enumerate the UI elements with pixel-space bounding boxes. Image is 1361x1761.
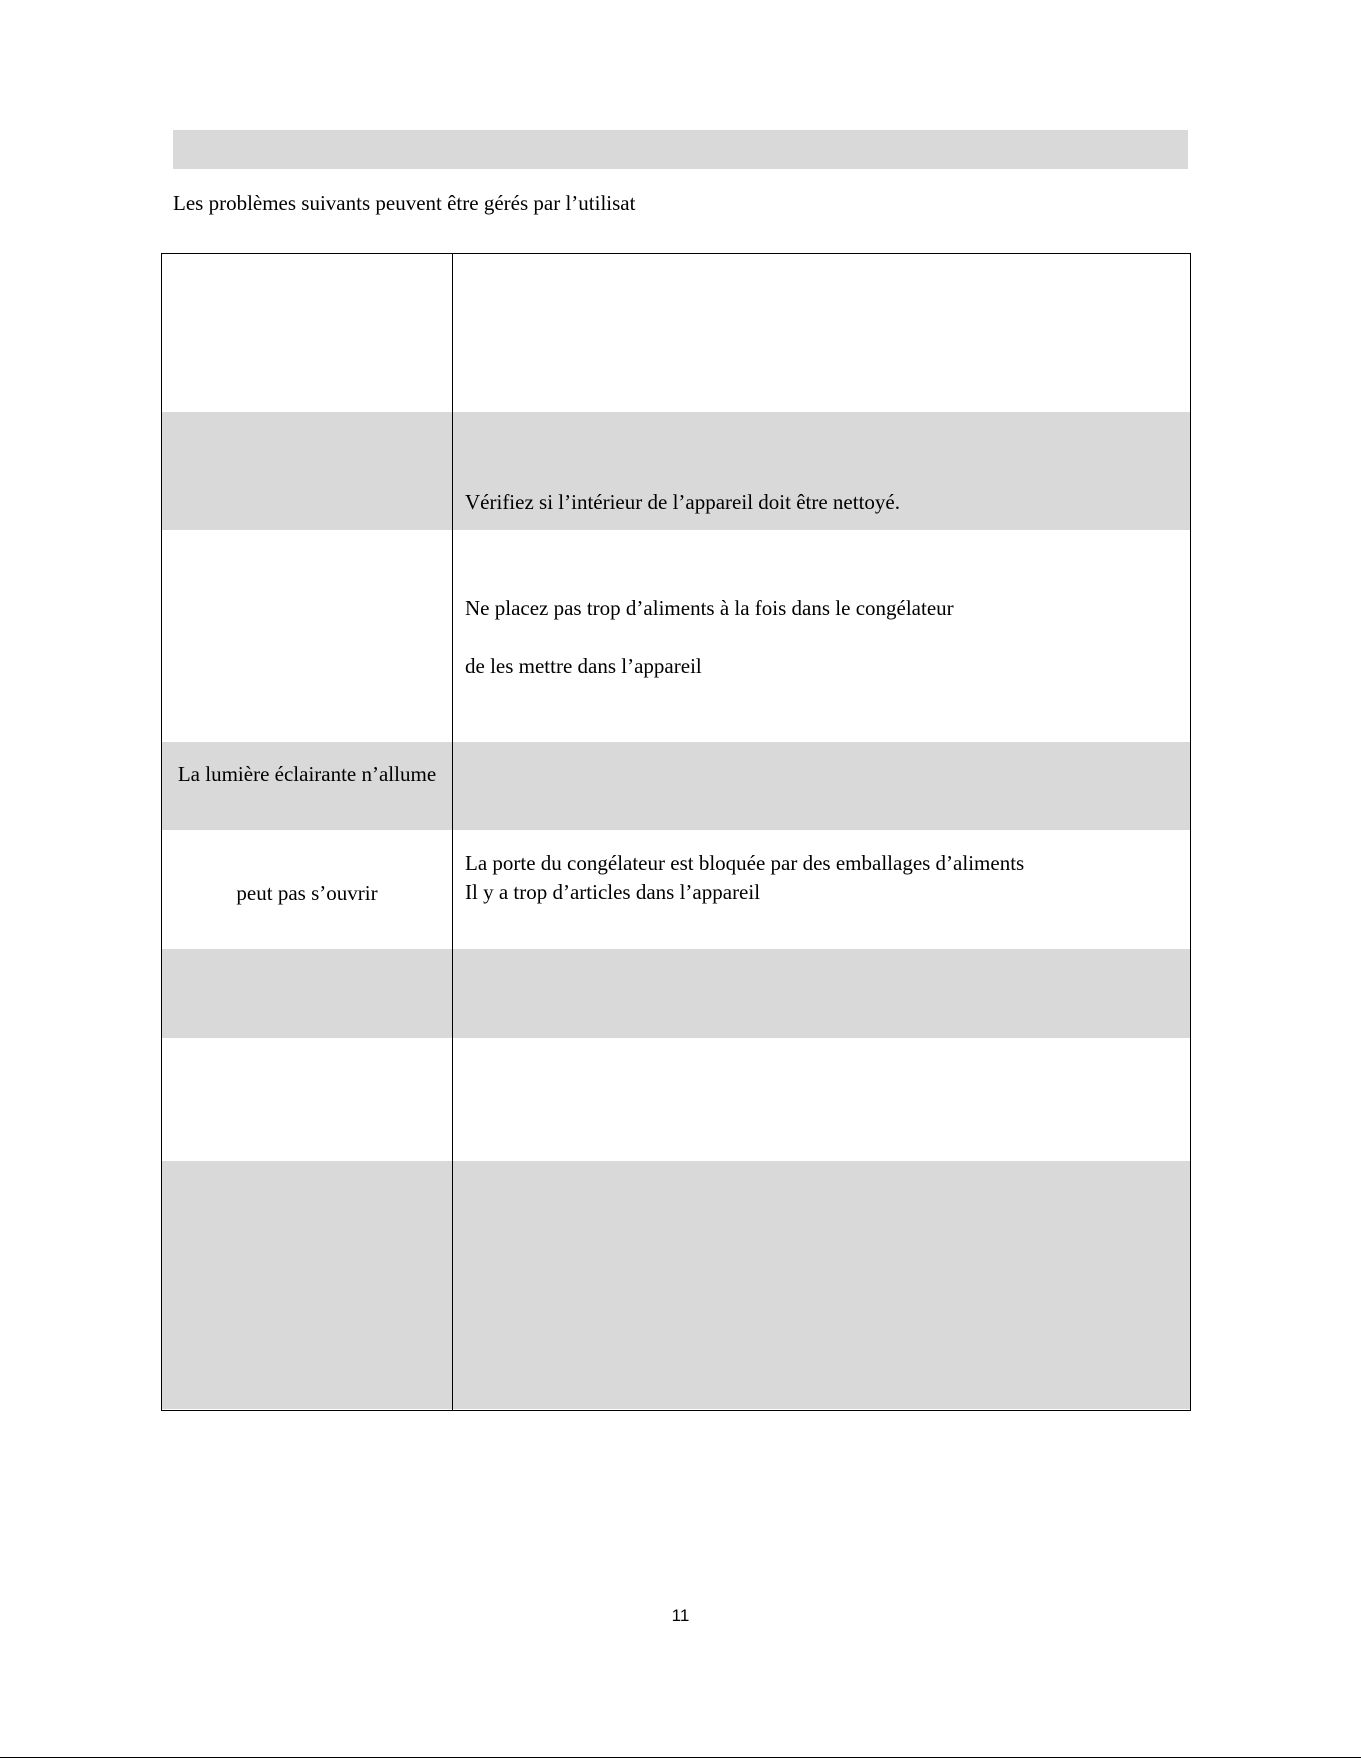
table-cell-solution: de les mettre dans l’appareil (465, 654, 702, 678)
table-cell-solution: Ne placez pas trop d’aliments à la fois dans le congélateur (465, 596, 954, 620)
section-header-bar (173, 130, 1188, 169)
table-row (162, 412, 1190, 530)
table-cell-solution: La porte du congélateur est bloquée par des emballages d’aliments (465, 851, 1025, 875)
table-row (162, 742, 1190, 830)
troubleshooting-table (161, 253, 1191, 1411)
table-cell-problem: peut pas s’ouvrir (236, 881, 378, 905)
table-row (162, 949, 1190, 1038)
table-row (162, 830, 1190, 949)
table-cell-solution: Vérifiez si l’intérieur de l’appareil doit être nettoyé. (465, 490, 900, 514)
intro-text: Les problèmes suivants peuvent être gérés par l’utilisat (173, 191, 636, 215)
footer-rule (0, 1757, 1361, 1758)
table-row (162, 1161, 1190, 1409)
page-number: 11 (671, 1606, 690, 1625)
table-column-divider (452, 254, 453, 1410)
table-cell-solution: Il y a trop d’articles dans l’appareil (465, 880, 761, 904)
table-cell-problem: La lumière éclairante n’allume (177, 762, 437, 786)
table-row (162, 254, 1190, 412)
table-row (162, 1038, 1190, 1161)
table-row (162, 530, 1190, 742)
